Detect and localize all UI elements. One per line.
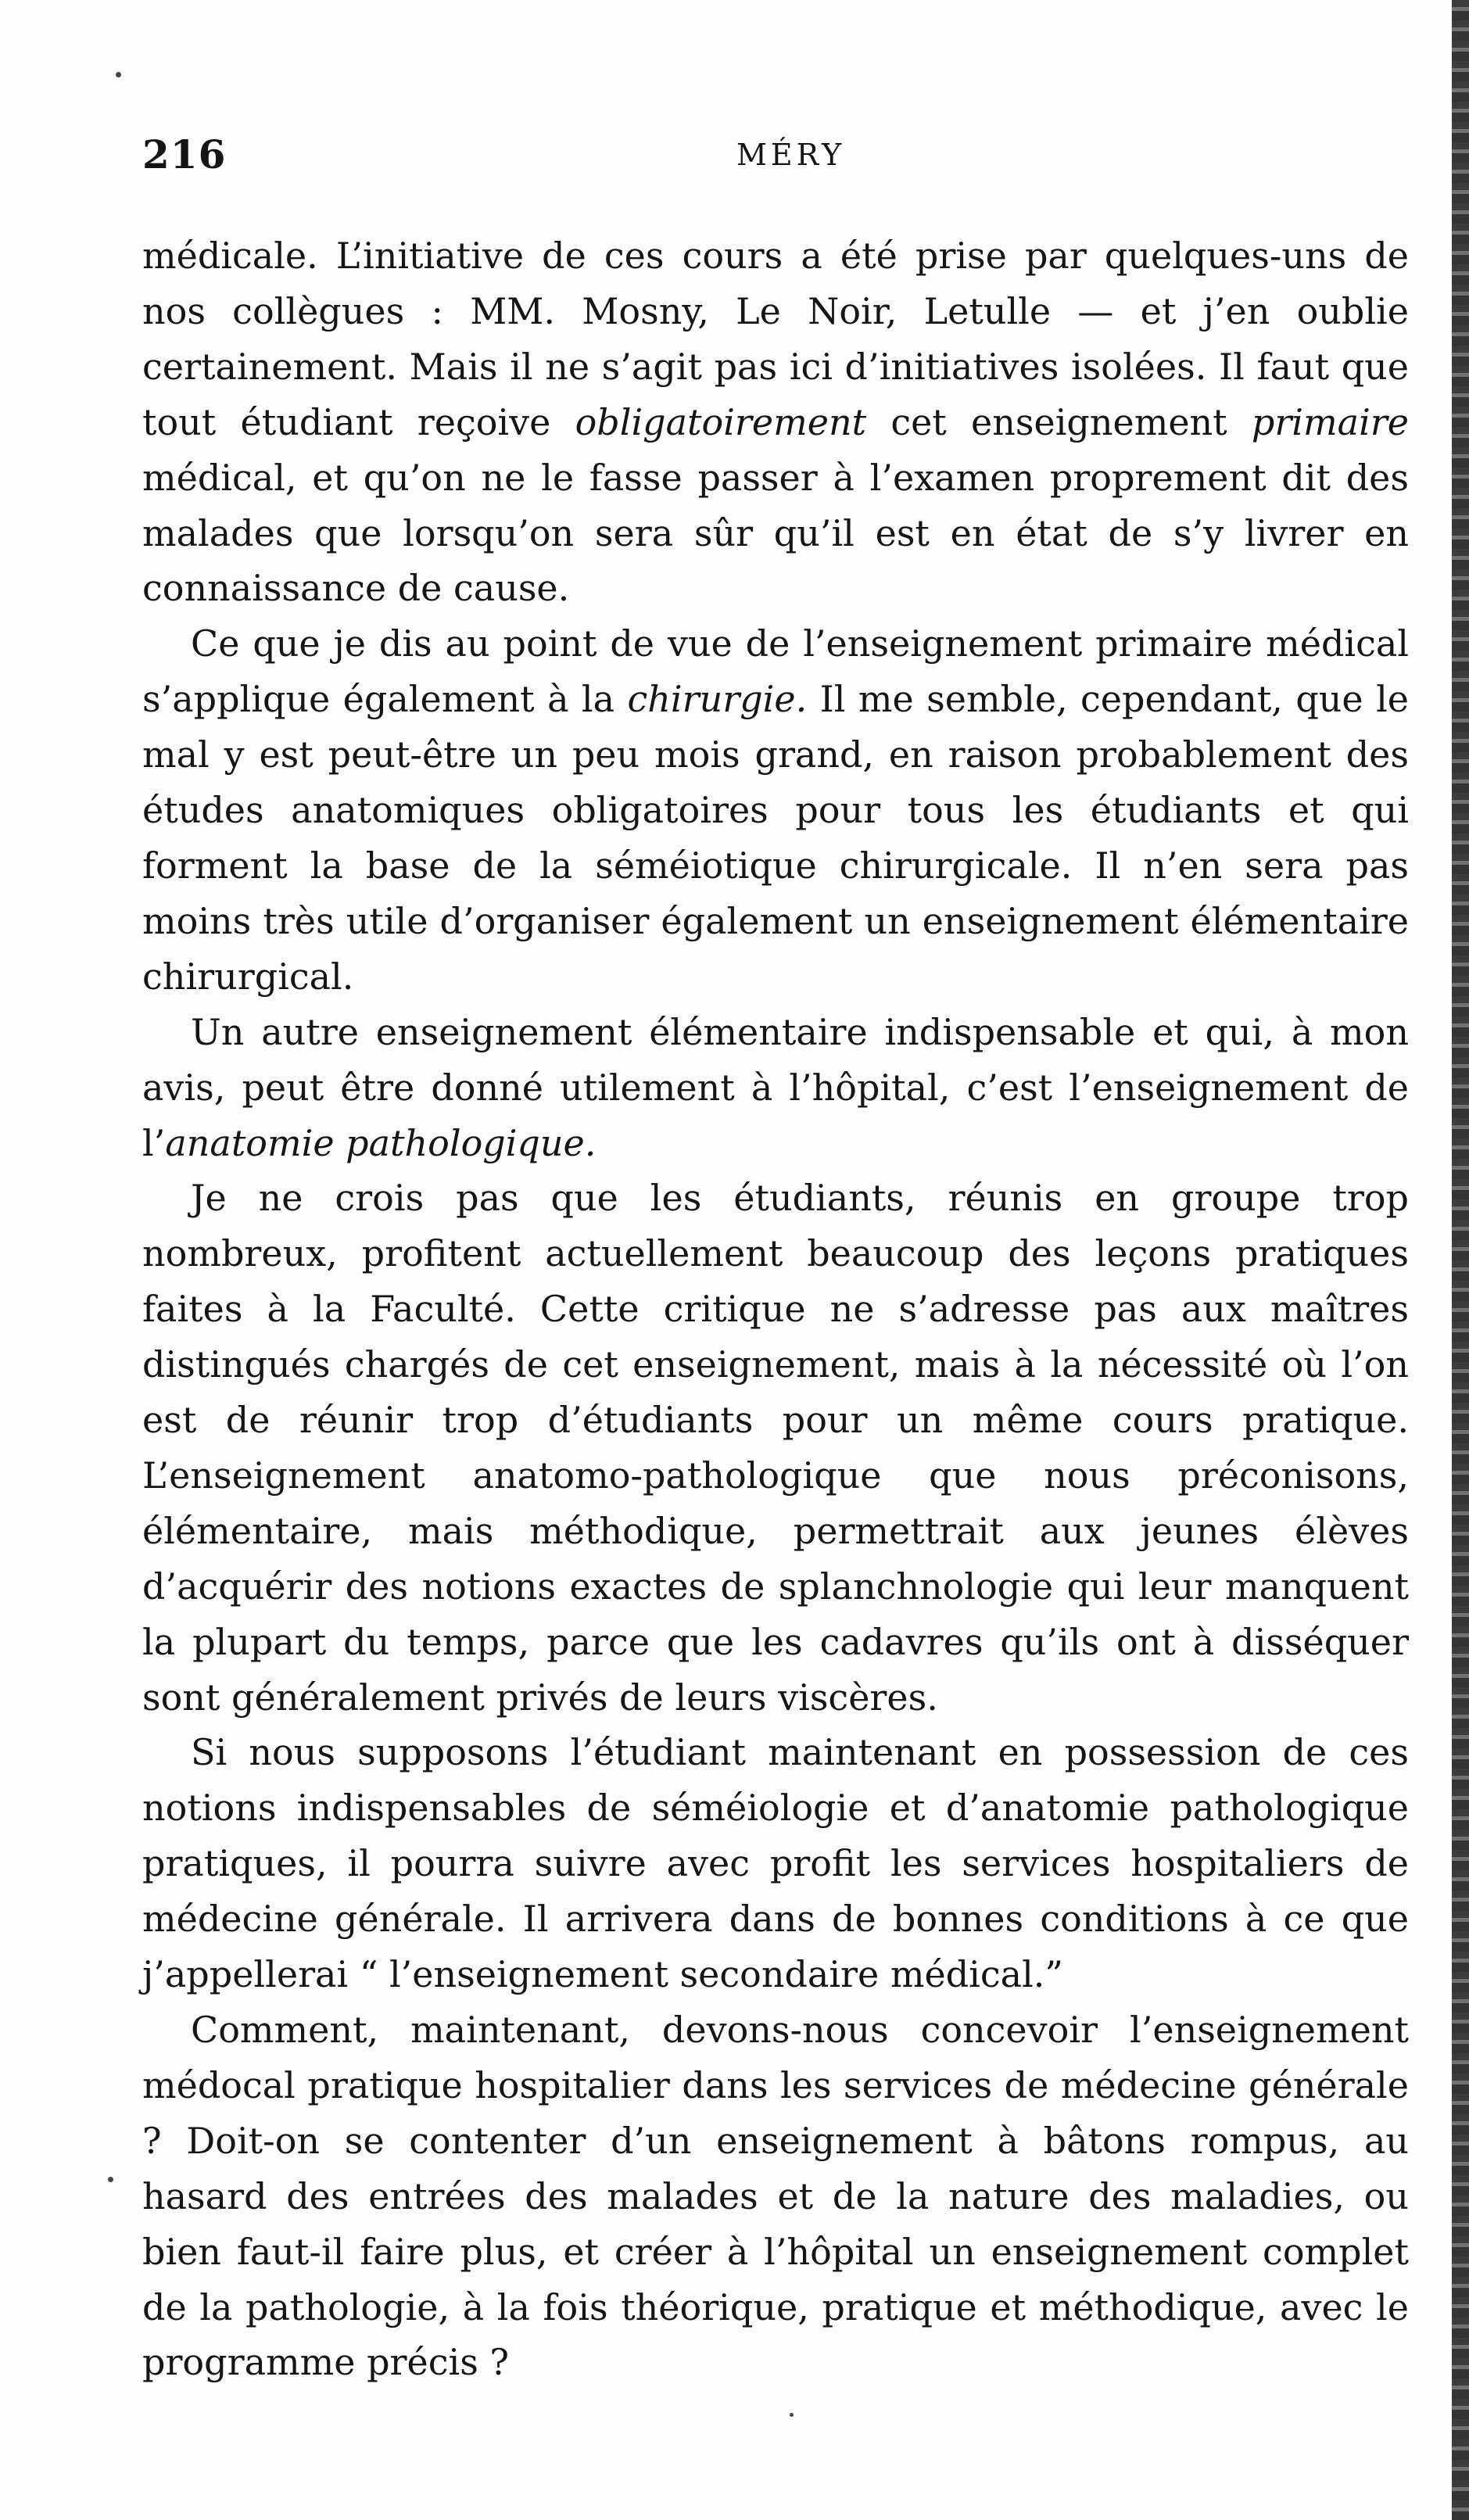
page-header — [142, 131, 1409, 186]
text-run: cet enseignement — [866, 400, 1252, 443]
text-run: Comment, maintenant, devons-nous concevoir l’enseignement médocal pratique hospitalier dans les services de médecine générale ? Doit-on se contenter d’un enseignement à bâtons rompus, au hasard des entrées des malades et de la nature des maladies, ou bien faut-il faire plus, et créer à l’hôpital un enseignement complet de la pathologie, à la fois théorique, pratique et méthodique, avec le programme précis ? — [142, 2009, 1409, 2384]
paragraph — [142, 1725, 1409, 2002]
text-run: médical, et qu’on ne le fasse passer à l’examen proprement dit des malades que lorsqu’on sera sûr qu’il est en état de s’y livrer en connaissance de cause. — [142, 456, 1409, 610]
running-head: MÉRY — [736, 138, 846, 172]
text-run: Si nous supposons l’étudiant maintenant en possession de ces notions indispensables de séméiologie et d’anatomie pathologique pratiques, il pourra suivre avec profit les services hospitaliers de médecine générale. Il arrivera dans de bonnes conditions à ce que j’appellerai “ l’enseignement secondaire médical.” — [142, 1731, 1409, 1996]
italic-text: chirurgie. — [627, 678, 808, 721]
paragraph — [142, 228, 1409, 616]
paragraph — [142, 1005, 1409, 1171]
italic-text: primaire — [1251, 400, 1409, 443]
italic-text: obligatoirement — [575, 400, 867, 443]
italic-text: anatomie pathologique. — [165, 1121, 597, 1164]
text-run: Il me semble, cependant, que le mal y est peut-être un peu mois grand, en raison probablement des études anatomiques obligatoires pour tous les étudiants et qui forment la base de la séméiotique chirurgicale. Il n’en sera pas moins très utile d’organiser également un enseignement élémentaire chirurgical. — [142, 678, 1409, 998]
page-edge-shadow — [1452, 0, 1469, 2520]
print-speck — [108, 2177, 113, 2182]
print-speck — [116, 72, 121, 77]
text-run: Un autre enseignement élémentaire indispensable et qui, à mon avis, peut être donné utilement à l’hôpital, c’est l’enseignement de l’ — [142, 1010, 1409, 1164]
text-run: médicale. L’initiative de ces cours a été prise par quelques-uns de nos collègues : MM. Mosny, Le Noir, Letulle — et j’en oublie certainement. Mais il ne s’agit pas ici d’initiatives isolées. Il faut que tout étudiant reçoive — [142, 235, 1409, 443]
text-run: Ce que je dis au point de vue de l’enseignement primaire médical s’applique également à la — [142, 622, 1409, 721]
body-text — [142, 228, 1409, 2390]
text-run: Je ne crois pas que les étudiants, réunis en groupe trop nombreux, profitent actuellement beaucoup des leçons pratiques faites à la Faculté. Cette critique ne s’adresse pas aux maîtres distingués chargés de cet enseignement, mais à la nécessité où l’on est de réunir trop d’étudiants pour un même cours pratique. L’enseignement anatomo-pathologique que nous préconisons, élémentaire, mais méthodique, permettrait aux jeunes élèves d’acquérir des notions exactes de splanchnologie qui leur manquent la plupart du temps, parce que les cadavres qu’ils ont à disséquer sont généralement privés de leurs viscères. — [142, 1177, 1409, 1719]
paragraph — [142, 2002, 1409, 2390]
paragraph — [142, 1170, 1409, 1725]
paragraph — [142, 616, 1409, 1004]
page-number: 216 — [142, 131, 227, 177]
print-speck — [790, 2413, 794, 2417]
